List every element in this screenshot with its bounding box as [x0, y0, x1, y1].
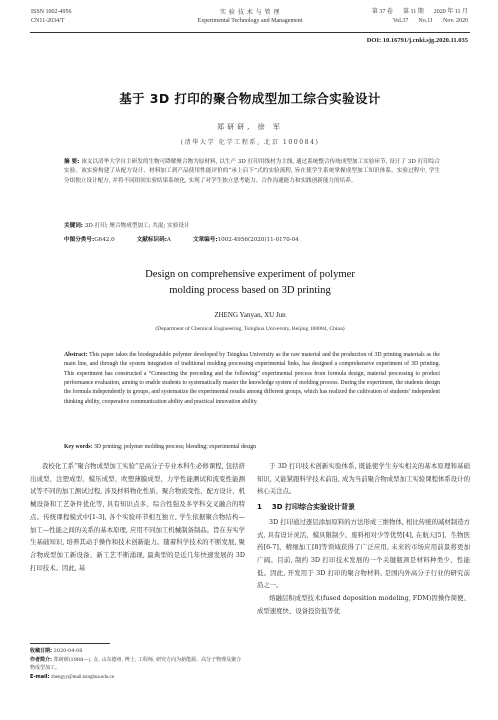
clc-label: 中图分类号: [64, 237, 95, 243]
email-label: E-mail: [30, 673, 50, 680]
footnote [30, 647, 245, 682]
article-number [193, 235, 299, 243]
clc-number [64, 235, 115, 243]
volume-cn: 第 37 卷 [371, 9, 393, 15]
journal-name-cn: 实 验 技 术 与 管 理 [220, 9, 280, 16]
classification-cn [64, 235, 440, 243]
doc-code [137, 235, 171, 243]
issue-en: No.11 [418, 18, 434, 24]
footnote-rule [30, 643, 110, 644]
journal-header-left [31, 8, 72, 26]
author-bio [30, 656, 245, 673]
abstract-cn-text: 该文以清华大学自主研发的生物可降解聚合物为原材料, 以生产 3D 打印用线材为主线, 通过系统整合传统成型加工实验环节, 设计了 3D 打印综合实验。该实验构建了从配方设计、材料加工到产品使用性能评价的“承上启下”式的实验流程, 旨在使学生系统掌握成型加工知识体系。实验过程中, 学生分组独立设计配方, 并将不同组间实验结果系统化, 实现了对学生独立思考能力、合作沟通能力和实践创新能力的培养。 [64, 159, 441, 184]
journal-header-center [150, 8, 350, 26]
authors-cn: 郑研研, 徐 军 [217, 123, 283, 131]
keywords-cn-text: 3D 打印; 聚合物成型加工; 共混; 实验设计 [84, 223, 190, 229]
affiliation-cn: (清华大学 化学工程系, 北京 100084) [180, 139, 320, 146]
section-title: 3D 打印综合实验设计背景 [271, 503, 355, 512]
title-en-line-2: molding process based on 3D printing [169, 285, 331, 296]
author-bio-text: 郑研研(1988—), 女, 山东德州, 博士, 工程师, 研究方向为新能源、高分子物理及聚合物成型加工。 [30, 656, 242, 672]
abstract-en [64, 351, 440, 407]
date-en: Nov. 2020 [443, 18, 468, 24]
received-label: 收稿日期: [30, 648, 52, 654]
page-title-en [30, 267, 470, 299]
article-number-value: 1002-4956(2020)11-0170-04 [217, 237, 299, 243]
body-paragraph: 3D 打印通过逐层添加原料的方法形成三维物体, 相比传统的减材制造方式, 具有设计灵活、模具限制少、废料相对少等优势[4], 在航天[5]、生物医药[6-7]、精细加工[8]等领域获得了广泛应用, 未来的市场应用前景将更加广阔。目前, 制约 3D 打印技术发展的一个关键瓶颈是材料种类少、性能低。因此, 开发用于 3D 打印的聚合物材料, 是国内外高分子行业的研究前沿之一。 [257, 517, 470, 590]
abstract-en-label: Abstract: [64, 352, 88, 358]
cn-number: CN11-2034/T [31, 18, 65, 24]
keywords-en [64, 444, 440, 450]
header-rule [30, 32, 470, 33]
received-date [30, 647, 245, 656]
body-right-column [257, 460, 470, 617]
keywords-cn [64, 221, 440, 229]
email-address[interactable]: zhengyy@mail.tsinghua.edu.cn [51, 674, 115, 680]
abstract-cn [64, 158, 440, 186]
doc-code-label: 文献标识码: [136, 237, 167, 243]
abstract-en-text: This paper takes the biodegradable polymer developed by Tsinghua University as the raw material and the production of 3D printing materials as the main line, and through the system integration of traditional molding processing experimental links, has designed a comprehensive experiment of 3D printing. This experiment has constructed a “Connecting the preceding and the following” experimental process from formula design, material processing to product performance evaluation, aiming to enable students to systematically master the knowledge system of molding process. During the experiment, the students design the formula independently in groups, and systematize the experimental results among different groups, which has realized the cultivation of students’ independent thinking ability, cooperative communication ability and practical innovation ability. [64, 352, 440, 405]
article-number-label: 文章编号: [192, 237, 218, 243]
body-paragraph: 于 3D 打印技术创新实验体系, 既能使学生夯实相关的基本原理和基础知识, 又能紧跟科学技术前沿, 成为当前聚合物成型加工实验课程体系设计的核心关注点。 [257, 462, 470, 496]
abstract-cn-label: 摘 要: [64, 159, 80, 165]
issn: ISSN 1002-4956 [31, 9, 72, 15]
date-cn: 2020 年 11 月 [433, 9, 468, 15]
received-value: 2020-04-08 [53, 648, 83, 654]
doi[interactable]: DOI: 10.16791/j.cnki.sjg.2020.11.035 [366, 37, 468, 44]
authors-en: ZHENG Yanyan, XU Jun [214, 311, 286, 319]
title-en-line-1: Design on comprehensive experiment of polymer [145, 269, 355, 280]
keywords-en-text: 3D printing; polymer molding process; blending; experimental design [93, 444, 257, 450]
clc-value: G642.0 [94, 237, 115, 243]
section-number: 1 [257, 503, 262, 512]
email [30, 673, 245, 683]
keywords-cn-label: 关键词: [64, 223, 84, 229]
doc-code-value: A [166, 237, 171, 243]
author-bio-label: 作者简介: [30, 656, 52, 663]
body-paragraph: 熔融层积成型技术(fused deposition modeling, FDM)因操作简便、成型速度快、设备投资低等优 [257, 594, 470, 615]
volume-en: Vol.37 [392, 18, 409, 24]
journal-header-right [372, 8, 468, 26]
journal-name-en: Experimental Technology and Management [197, 18, 303, 24]
issue-cn: 第 11 期 [402, 9, 424, 15]
affiliation-en: (Department of Chemical Engineering, Tsinghua University, Beijing 100084, China) [155, 326, 345, 332]
section-heading [257, 501, 470, 514]
keywords-en-label: Key words: [64, 444, 93, 450]
body-left-column: 我校化工系“聚合物成型加工实验”是高分子专业本科生必修课程, 包括挤出成型、注塑成型、模压成型、吹塑薄膜成型、力学性能测试和流变性能测试等不同的加工测试过程, 涉及材料物化性质、聚合物流变性、配方设计、机械设备和工艺条件优化等, 具有知识点多、综合性强及多学科交叉融合的特点。传统课程模式中[1-3], 各个实验环节相互独立, 学生依据聚合物结构—加工—性能之间的关系的基本原理, 应用不同加工机械制备制品。旨在夯实学生基础知识, 培养其动手操作和技术创新能力。随着科学技术的不断发展, 聚合物成型加工新设备、新工艺不断涌现, 最典型的是近几年快速发展的 3D 打印技术。因此, 基 [30, 462, 245, 572]
page-title-cn: 基于 3D 打印的聚合物成型加工综合实验设计 [119, 91, 381, 106]
